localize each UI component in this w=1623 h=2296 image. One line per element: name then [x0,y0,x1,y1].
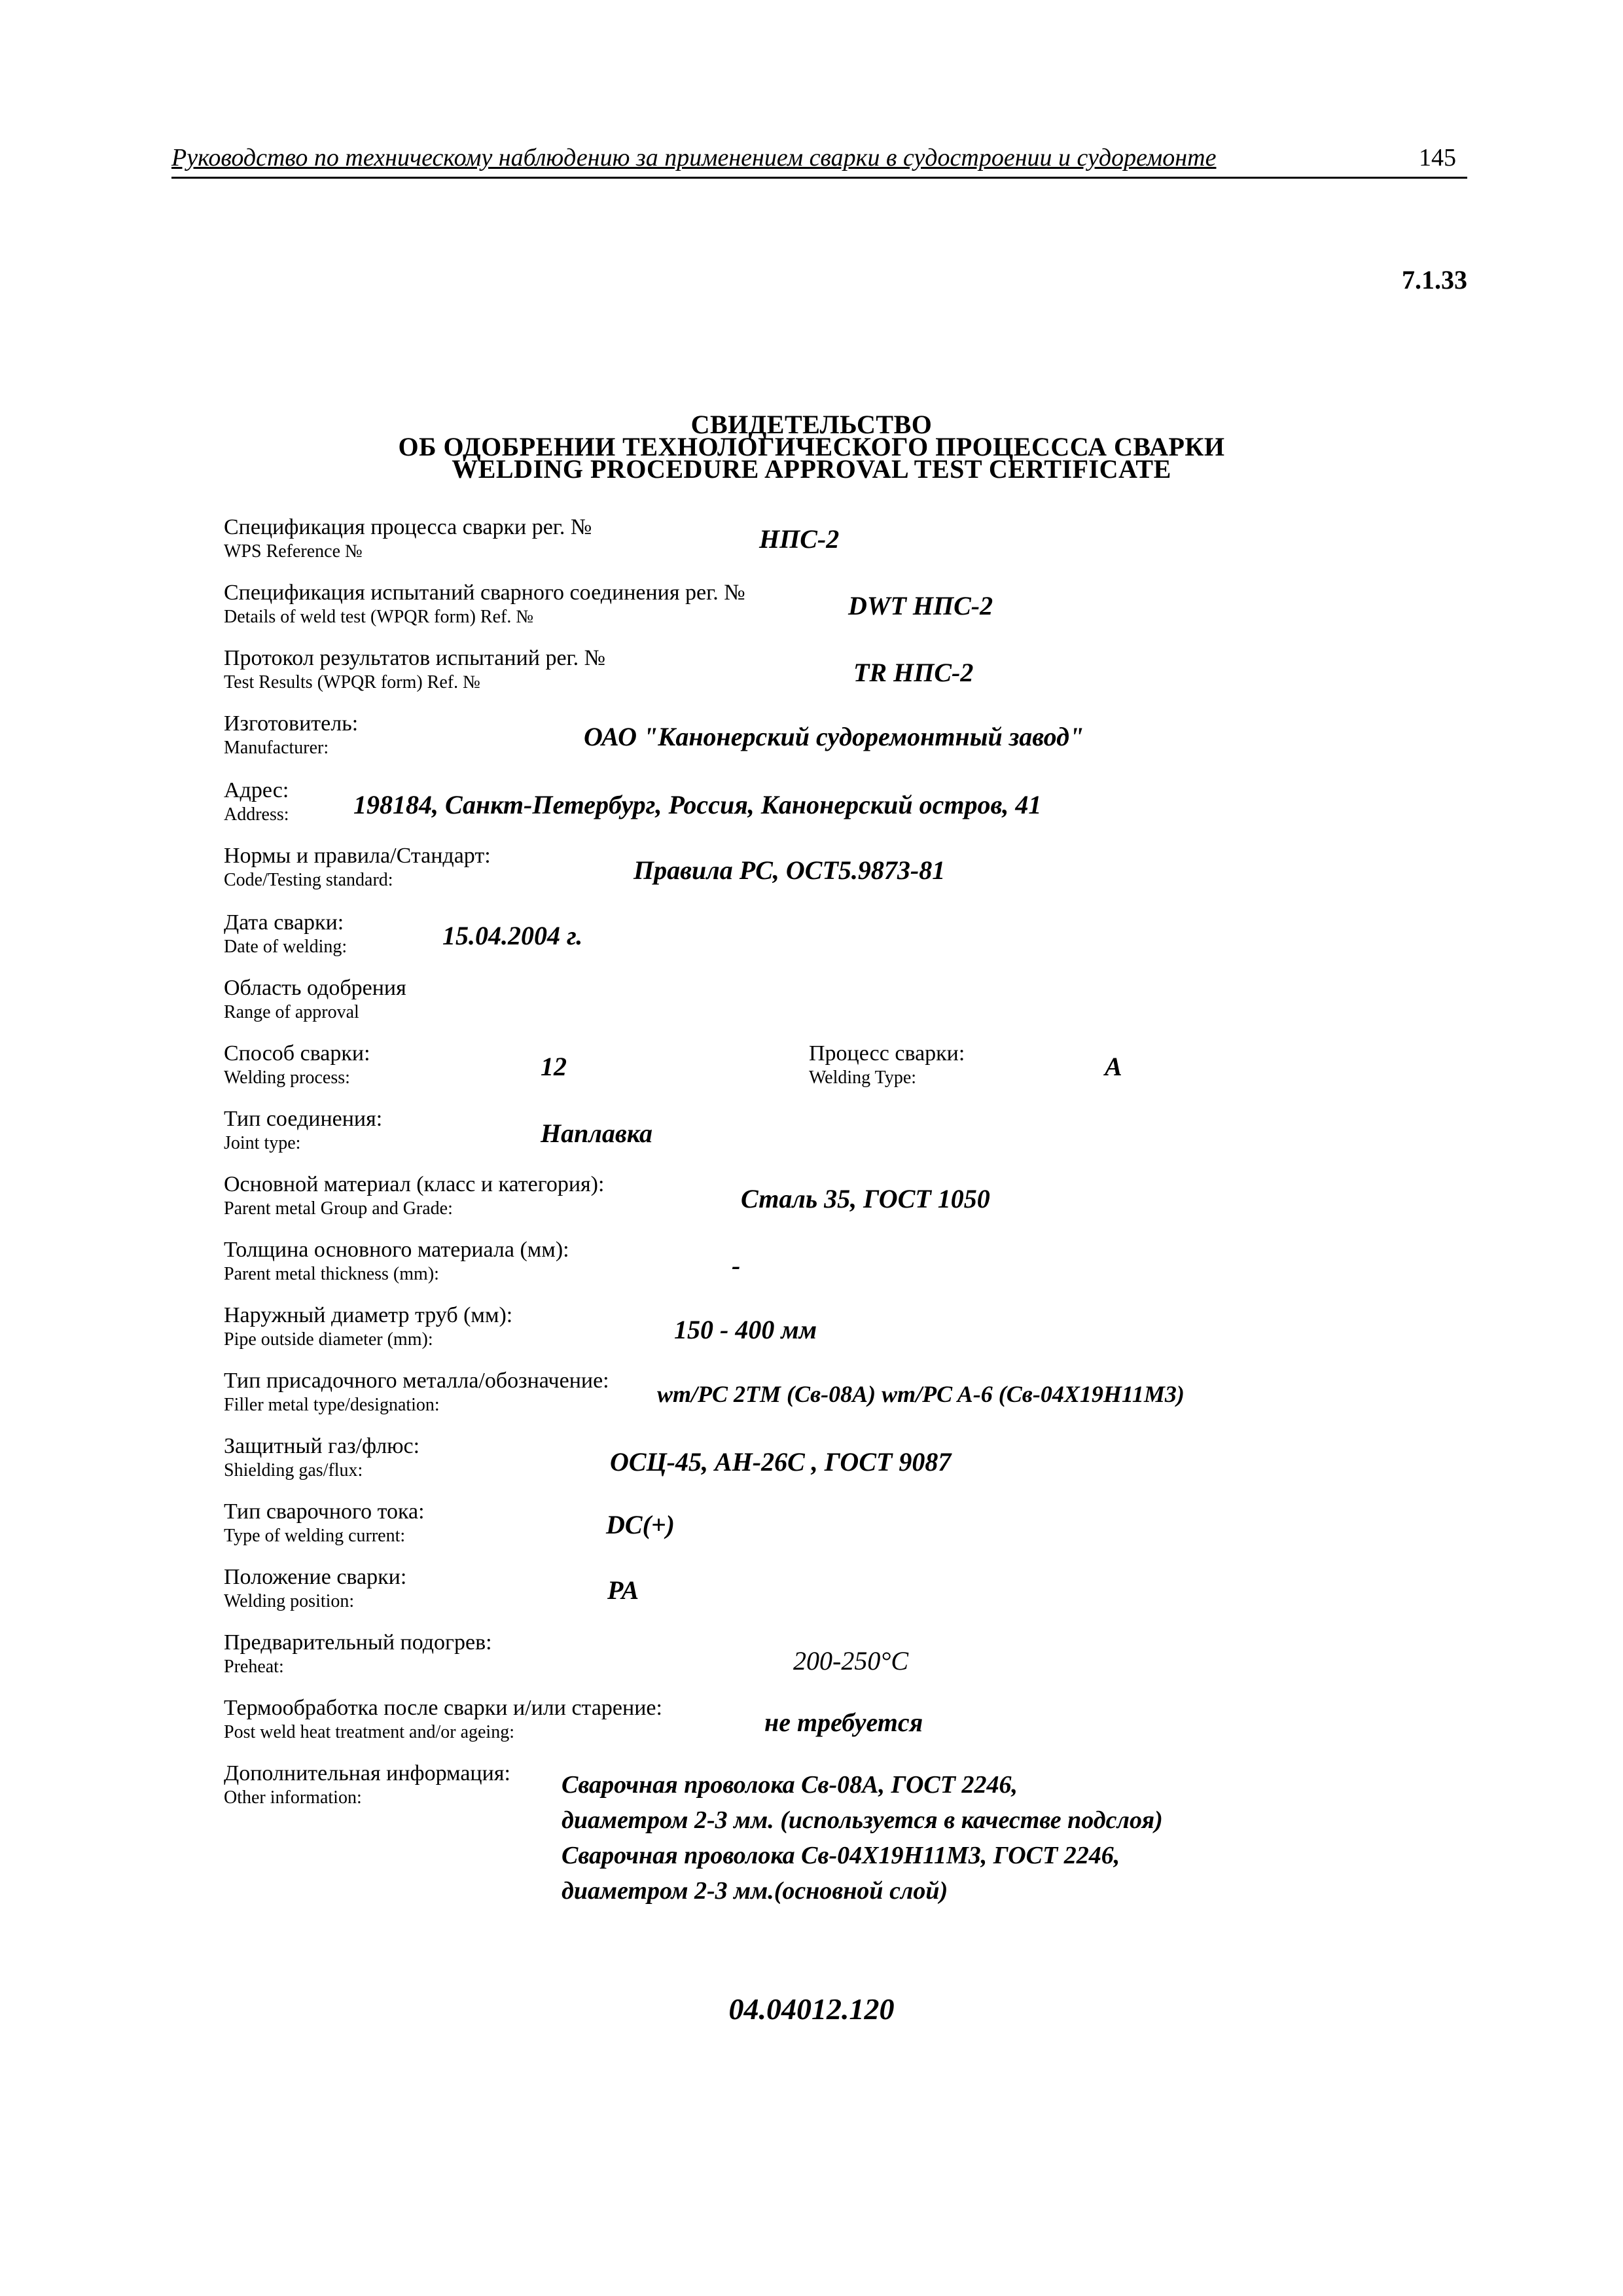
test-results-label: Протокол результатов испытаний рег. № Test Results (WPQR form) Ref. № [224,646,606,692]
manufacturer-value: ОАО "Канонерский судоремонтный завод" [584,722,1084,751]
parent-metal-label: Основной материал (класс и категория): Parent metal Group and Grade: [224,1172,605,1219]
address-value: 198184, Санкт-Петербург, Россия, Канонерский остров, 41 [353,790,1042,819]
other-info-line: диаметром 2-3 мм. (используется в качестве подслоя) [562,1806,1163,1834]
other-info-value [562,1767,1163,1909]
certificate-title [236,410,1387,484]
welding-type-value: A [1105,1052,1122,1081]
section-number: 7.1.33 [1402,265,1467,295]
pipe-diameter-value: 150 - 400 мм [674,1315,817,1344]
test-results-value: TR НПС-2 [853,658,974,687]
title-line-1: СВИДЕТЕЛЬСТВО [690,410,933,439]
position-value: PA [607,1575,639,1605]
title-line-2: ОБ ОДОБРЕНИИ ТЕХНОЛОГИЧЕСКОГО ПРОЦЕСССА СВАРКИ [398,432,1225,461]
wpqr-value: DWT НПС-2 [848,591,993,620]
wps-value: НПС-2 [759,524,840,554]
welding-process-label: Способ сварки: Welding process: [224,1041,370,1088]
pipe-diameter-label: Наружный диаметр труб (мм): Pipe outside diameter (mm): [224,1303,513,1350]
date-label: Дата сварки: Date of welding: [224,910,348,957]
range-label: Область одобрения Range of approval [224,976,406,1022]
preheat-label: Предварительный подогрев: Preheat: [224,1630,492,1677]
current-value: DC(+) [606,1510,675,1539]
title-line-3: WELDING PROCEDURE APPROVAL TEST CERTIFICATE [452,454,1171,484]
joint-type-value: Наплавка [541,1119,653,1148]
shielding-label: Защитный газ/флюс: Shielding gas/flux: [224,1434,420,1480]
code-value: Правила РС, ОСТ5.9873-81 [633,855,946,885]
pwht-label: Термообработка после сварки и/или старение: Post weld heat treatment and/or ageing: [224,1696,662,1742]
other-info-line: Сварочная проволока Св-08А, ГОСТ 2246, [562,1771,1018,1799]
joint-type-label: Тип соединения: Joint type: [224,1107,383,1153]
preheat-value: 200-250°С [793,1646,908,1676]
shielding-value: ОСЦ-45, АН-26С , ГОСТ 9087 [610,1447,952,1477]
other-info-label: Дополнительная информация: Other information: [224,1761,510,1808]
address-label: Адрес: Address: [224,778,289,825]
filler-label: Тип присадочного металла/обозначение: Filler metal type/designation: [224,1369,609,1415]
wps-label: Спецификация процесса сварки рег. № WPS Reference № [224,515,592,562]
other-info-line: диаметром 2-3 мм.(основной слой) [562,1877,948,1905]
running-header-title: Руководство по техническому наблюдению за применением сварки в судостроении и судоремонте [171,144,1217,171]
filler-value: wm/PC 2ТМ (Св-08А) wm/PC A-6 (Св-04Х19Н11М3) [657,1381,1185,1407]
date-value: 15.04.2004 г. [442,921,583,950]
pwht-value: не требуется [764,1708,923,1737]
current-label: Тип сварочного тока: Type of welding current: [224,1499,425,1546]
manufacturer-label: Изготовитель: Manufacturer: [224,711,359,758]
thickness-value: - [732,1251,741,1280]
parent-metal-value: Сталь 35, ГОСТ 1050 [741,1184,990,1213]
certificate-code: 04.04012.120 [728,1992,895,2026]
header-divider [171,177,1467,179]
welding-type-label: Процесс сварки: Welding Type: [809,1041,965,1088]
position-label: Положение сварки: Welding position: [224,1565,407,1611]
page-number: 145 [1419,144,1456,171]
thickness-label: Толщина основного материала (мм): Parent metal thickness (mm): [224,1238,569,1284]
wpqr-label: Спецификация испытаний сварного соединения рег. № Details of weld test (WPQR form) Ref. № [224,581,745,627]
code-label: Нормы и правила/Стандарт: Code/Testing standard: [224,844,491,890]
welding-process-value: 12 [541,1052,567,1081]
other-info-line: Сварочная проволока Св-04Х19Н11М3, ГОСТ 2246, [562,1842,1120,1869]
